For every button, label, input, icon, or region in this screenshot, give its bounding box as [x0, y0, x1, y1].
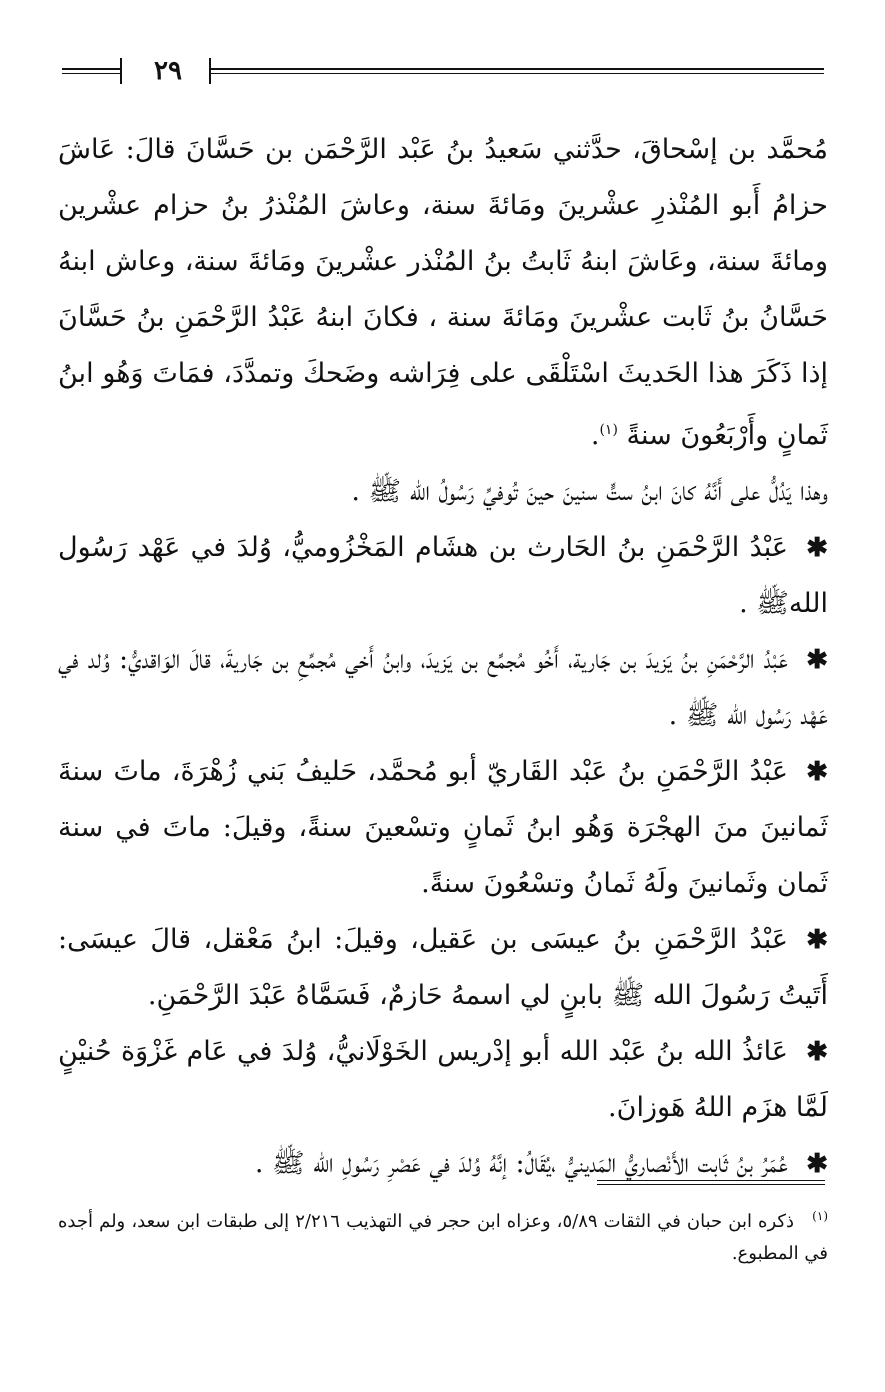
asterisk-icon: ✱ [806, 757, 828, 787]
paragraph-tail: . [590, 420, 600, 451]
footnote-separator [597, 1180, 825, 1185]
footnote-number: (١) [812, 1209, 828, 1223]
footnote [58, 1206, 828, 1270]
footnote-text: ذكره ابن حبان في الثقات ٥/٨٩، وعزاه ابن حجر في التهذيب ٢/٢١٦ إلى طبقات ابن سعد، ولم أجده في المطبوع. [58, 1211, 828, 1264]
asterisk-icon: ✱ [806, 645, 828, 675]
asterisk-icon: ✱ [806, 1149, 828, 1179]
main-text [58, 122, 828, 1192]
biography-entry [58, 520, 828, 632]
page-header [62, 54, 824, 88]
paragraph-text: مُحمَّد بن إسْحاقَ، حدَّثني سَعيدُ بنُ عَبْد الرَّحْمَن بن حَسَّانَ قالَ: عَاشَ حزامُ أَبو المُنْذرِ عشْرينَ ومَائةَ سنة، وعاشَ المُنْذرُ بنُ حزام عشْرين ومائةَ سنة، وعَاشَ ابنهُ ثَابتُ بنُ المُنْذر عشْرينَ ومَائةَ سنة، وعاش ابنهُ حَسَّانُ بنُ ثَابت عشْرينَ ومَائةَ سنة ، فكانَ ابنهُ عَبْدُ الرَّحْمَنِ بنُ حَسَّانَ إذا ذَكَرَ هذا الحَديثَ اسْتَلْقَى على فِرَاشه وضَحكَ وتمدَّدَ، فمَاتَ وَهُو ابنُ ثَمانٍ وأَرْبَعُونَ سنةً [58, 134, 828, 451]
biography-entry [58, 744, 828, 912]
biography-entry [58, 632, 828, 744]
biography-entry [58, 912, 828, 1024]
page-number: ٢٩ [154, 56, 182, 86]
paragraph-text: وهذا يَدُلُّ على أَنَّهُ كانَ ابنُ ستٍّ سنينَ حينَ تُوفيِّ رَسُولُ الله ﷺ . [351, 476, 828, 507]
biography-entry [58, 1024, 828, 1136]
header-rule-long [209, 68, 824, 74]
entry-text: عَبْدُ الرَّحْمَنِ بنُ عَبْد القَاريّ أبو مُحمَّد، حَليفُ بَني زُهْرَةَ، ماتَ سنةَ ثَمانينَ منَ الهجْرَة وَهُو ابنُ ثَمانٍ وتسْعينَ سنةً، وقيلَ: ماتَ في سنة ثَمان وثَمانينَ ولَهُ ثَمانُ وتسْعُونَ سنةً. [58, 756, 828, 899]
asterisk-icon: ✱ [806, 925, 828, 955]
remark-paragraph [58, 464, 828, 520]
entry-text: عَبْدُ الرَّحْمَنِ بنُ عيسَى بن عَقيل، وقيلَ: ابنُ مَعْقل، قالَ عيسَى: أَتَيتُ رَسُولَ الله ﷺ بابنٍ لي اسمهُ حَازمٌ، فَسَمَّاهُ عَبْدَ الرَّحْمَنِ. [58, 924, 828, 1011]
entry-text: عَائذُ الله بنُ عَبْد الله أبو إدْريس الخَوْلَانيُّ، وُلدَ في عَام غَزْوَة حُنيْنٍ لَمَّا هزَم اللهُ هَوزانَ. [58, 1036, 828, 1123]
entry-text: عُمَرُ بنُ ثَابت الأَنْصاريُّ المَدينيُّ ،يُقَالُ: إنَّهُ وُلدَ في عَصْرِ رَسُولِ الله ﷺ . [254, 1148, 788, 1179]
asterisk-icon: ✱ [806, 533, 828, 563]
header-rule-short [62, 68, 122, 74]
entry-text: عَبْدُ الرَّحْمَنِ بنُ الحَارث بن هشَام المَخْزُوميُّ، وُلدَ في عَهْد رَسُول اللهﷺ . [58, 532, 828, 619]
entry-text: عَبْدُ الرَّحْمَنِ بنُ يَزيدَ بن جَارية، أَخُو مُجمِّع بن يَزيدَ، وابنُ أَخي مُجمِّعِ بن جَاريةَ، قالَ الوَاقديُّ: وُلد في عَهْد رَسُول الله ﷺ . [58, 644, 828, 731]
footnote-reference: (١) [599, 422, 618, 438]
intro-paragraph [58, 122, 828, 464]
asterisk-icon: ✱ [806, 1037, 828, 1067]
